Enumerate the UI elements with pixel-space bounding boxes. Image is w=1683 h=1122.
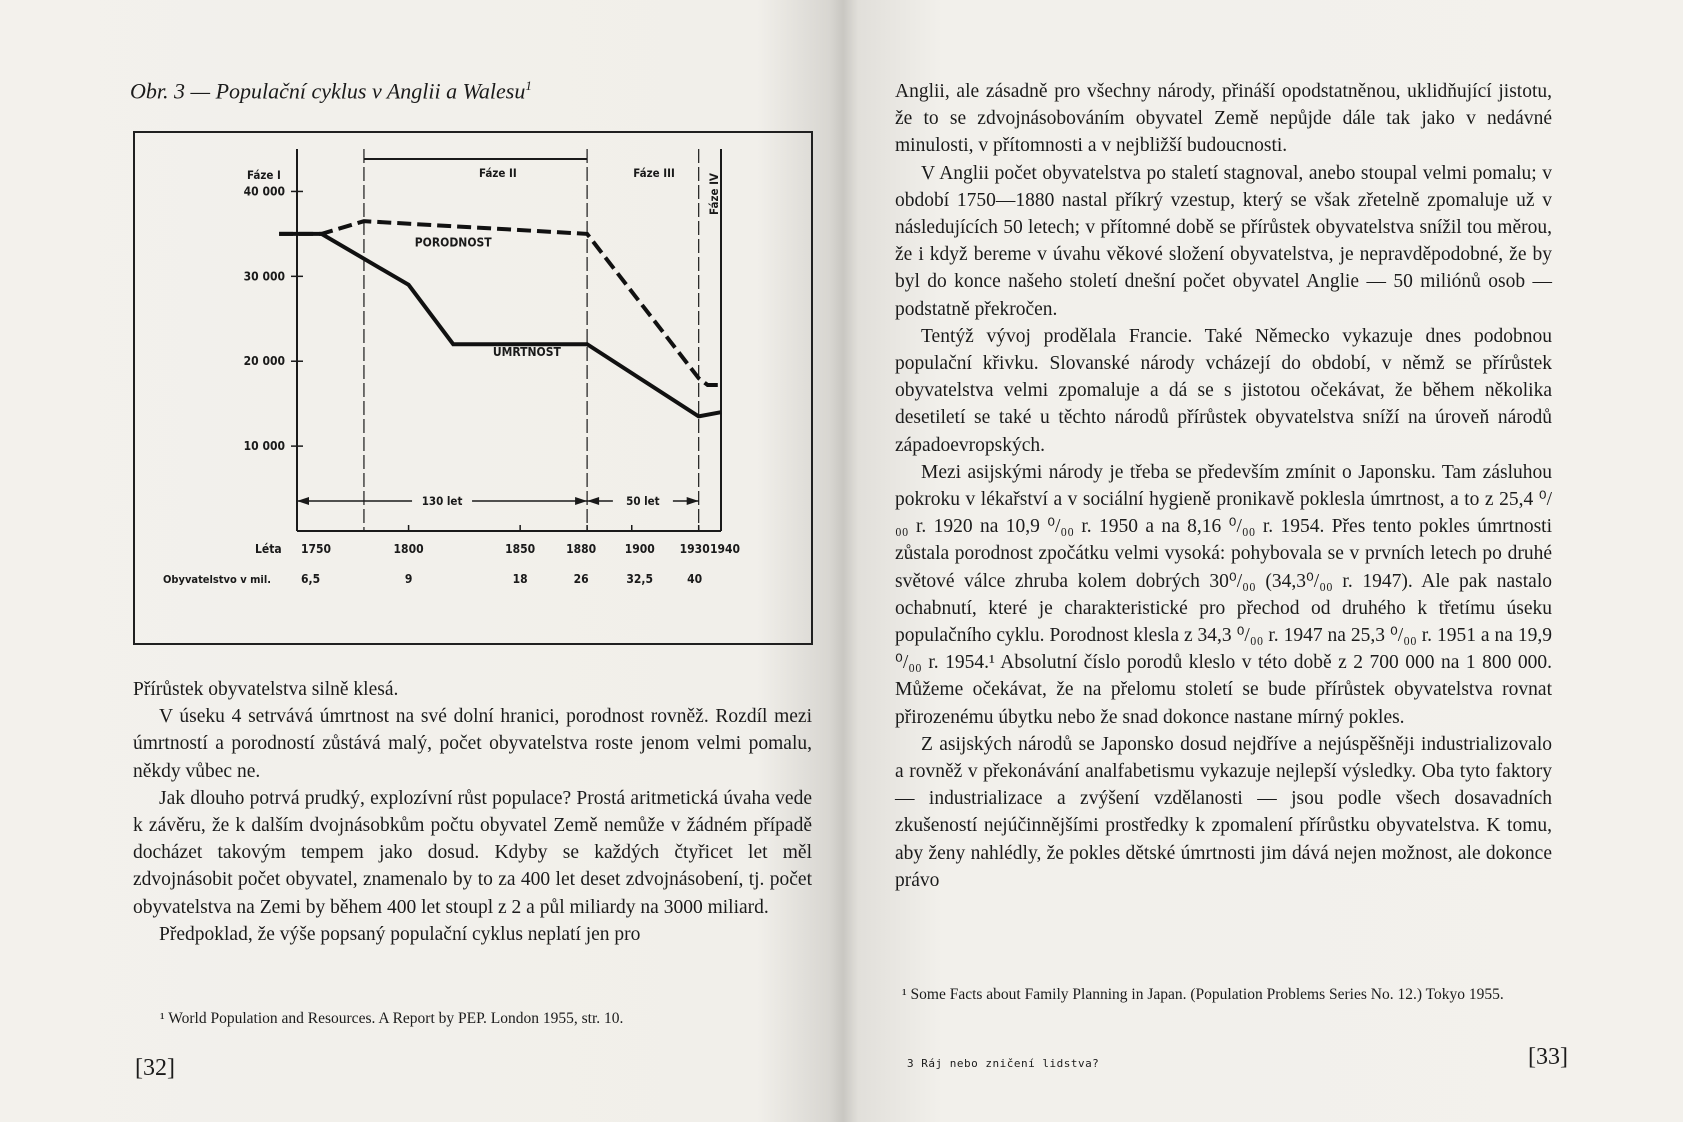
x-tick-label: 1750 [301, 542, 332, 556]
span-arrowhead [687, 497, 699, 505]
signature-mark: 3 Ráj nebo zničení lidstva? [907, 1057, 1100, 1070]
phase-label: Fáze III [633, 166, 675, 180]
population-value: 9 [404, 572, 413, 586]
population-value: 26 [573, 572, 589, 586]
population-value: 6,5 [301, 572, 321, 586]
right-paragraph-5: Z asijských národů se Japonsko dosud nejdříve a nejúspěšněji industrializovalo a rovněž v překonávání analfabetismu vykazuje nejlepší výsledky. Oba tyto faktory — industrializace a zvýšení vzdělanosti — jsou podle všech dosavadních zkušeností nejúčinnějšími prostředky k zpomalení přírůstku obyvatelstva. K tomu, aby ženy nahlédly, že pokles dětské úmrtnosti jim dává nejen možnost, ale dokonce právo [895, 733, 1552, 891]
y-tick-label: 10 000 [243, 439, 285, 454]
left-body-text [133, 676, 812, 948]
chart-svg [135, 133, 811, 643]
right-paragraph-4: Mezi asijskými národy je třeba se především zmínit o Japonsku. Tam zásluhou pokroku v lékařství a v sociální hygieně pronikavě poklesla úmrtnost, a to z 25,4 ⁰/₀₀ r. 1920 na 10,9 ⁰/₀₀ r. 1950 a na 8,16 ⁰/₀₀ r. 1954. Přes tento pokles úmrtnosti zůstala porodnost zpočátku velmi vysoká: pohybovala se v prvních letech po druhé světové válce zhruba kolem dobrých 30⁰/₀₀ (34,3⁰/₀₀ r. 1947). Ale pak nastalo ochabnutí, které je charakteristické pro přechod od druhého k třetímu úseku populačního cyklu. Porodnost klesla z 34,3 ⁰/₀₀ r. 1947 na 25,3 ⁰/₀₀ r. 1951 a na 19,9 ⁰/₀₀ r. 1954.¹ Absolutní číslo porodů kleslo v této době z 2 700 000 na 1 800 000. Můžeme očekávat, že na přelomu století se bude přírůstek obyvatelstva rovnat přirozenému úbytku nebo že snad dokonce nastane mírný pokles. [895, 461, 1552, 728]
x-tick-label: 1800 [393, 542, 424, 556]
page-number-right: [33] [1528, 1044, 1568, 1070]
left-paragraph-4: Předpoklad, že výše popsaný populační cyklus neplatí jen pro [159, 923, 641, 945]
population-value: 32,5 [626, 572, 654, 586]
right-paragraph-2: V Anglii počet obyvatelstva po staletí stagnoval, anebo stoupal velmi pomalu; v období 1750—1880 nastal příkrý vzestup, který se však zřetelně zpomaluje už v následujících 50 letech; v přítomné době se přírůstek obyvatelstva snížil tou měrou, že i když bereme v úvahu věkové složení obyvatelstva, je nepravděpodobné, že by byl do konce našeho století dnešní počet obyvatel Anglie — 50 miliónů osob — podstatně překročen. [895, 162, 1552, 320]
left-paragraph-1: Přírůstek obyvatelstva silně klesá. [133, 679, 399, 700]
span-label: 50 let [626, 494, 660, 508]
figure-caption [130, 78, 770, 104]
phase-label: Fáze II [478, 166, 517, 180]
figure-caption-footnote-mark: 1 [525, 78, 532, 93]
x-tick-label: 1940 [709, 542, 741, 556]
right-footnote: ¹ Some Facts about Family Planning in Japan. (Population Problems Series No. 12.) Tokyo 1955. [902, 986, 1504, 1003]
left-paragraph-3: Jak dlouho potrvá prudký, explozívní růst populace? Prostá aritmetická úvaha vede k závěru, že k dalším dvojnásobkům počtu obyvatel Země nemůže v žádném případě docházet takovým tempem jako dosud. Kdyby se každých čtyřicet let měl zdvojnásobit počet obyvatel, znamenalo by to za 400 let deset zdvojnásobení, tj. počet obyvatelstva na Zemi by během 400 let stoupl z 2 a půl miliardy na 3000 miliard. [133, 787, 812, 918]
y-tick-label: 30 000 [243, 269, 285, 284]
span-arrowhead [297, 497, 309, 505]
right-body-text [895, 78, 1552, 894]
series-label-umrtnost: ÚMRTNOST [492, 345, 561, 360]
right-paragraph-1: Anglii, ale zásadně pro všechny národy, přináší opodstatněnou, uklidňující jistotu, že to se zdvojnásobováním obyvatel Země nepůjde dále tak jako v nedávné minulosti, v přítomnosti a v nejbližší budoucnosti. [895, 81, 1552, 157]
span-arrowhead [587, 497, 599, 505]
right-paragraph-3: Tentýž vývoj prodělala Francie. Také Německo vykazuje dnes podobnou populační křivku. Slovanské národy vcházejí do období, v němž se přírůstek obyvatelstva velmi zpomaluje a dá se s jistotou očekávat, že během několika desetiletí se také u těchto národů přírůstek obyvatelstva sníží na úroveň národů západoevropských. [895, 325, 1552, 456]
y-tick-label: 40 000 [243, 184, 285, 199]
left-footnote: ¹ World Population and Resources. A Report by PEP. London 1955, str. 10. [160, 1010, 624, 1027]
x-tick-label: 1880 [566, 542, 597, 556]
x-row-label: Léta [255, 542, 282, 556]
span-label: 130 let [421, 494, 463, 508]
phase-label: Fáze I [247, 168, 281, 182]
population-value: 40 [687, 572, 703, 586]
series-label-porodnost: PORODNOST [414, 235, 492, 250]
span-arrowhead [575, 497, 587, 505]
series-line-úmrtnost [279, 234, 721, 417]
page-number-left: [32] [135, 1055, 175, 1081]
x-tick-label: 1850 [505, 542, 536, 556]
left-page [0, 0, 840, 1122]
right-page [840, 0, 1683, 1122]
phase-label: Fáze IV [707, 173, 722, 215]
population-cycle-chart [133, 131, 813, 645]
x-tick-label: 1900 [624, 542, 655, 556]
figure-caption-text: Obr. 3 — Populační cyklus v Anglii a Walesu [130, 78, 526, 104]
left-paragraph-2: V úseku 4 setrvává úmrtnost na své dolní hranici, porodnost rovněž. Rozdíl mezi úmrtností a porodností zůstává malý, počet obyvatelstva roste jenom velmi pomalu, někdy vůbec ne. [133, 706, 812, 782]
population-row-label: Obyvatelstvo v mil. [163, 573, 271, 586]
x-tick-label: 1930 [679, 542, 710, 556]
population-value: 18 [512, 572, 528, 586]
y-tick-label: 20 000 [243, 354, 285, 369]
